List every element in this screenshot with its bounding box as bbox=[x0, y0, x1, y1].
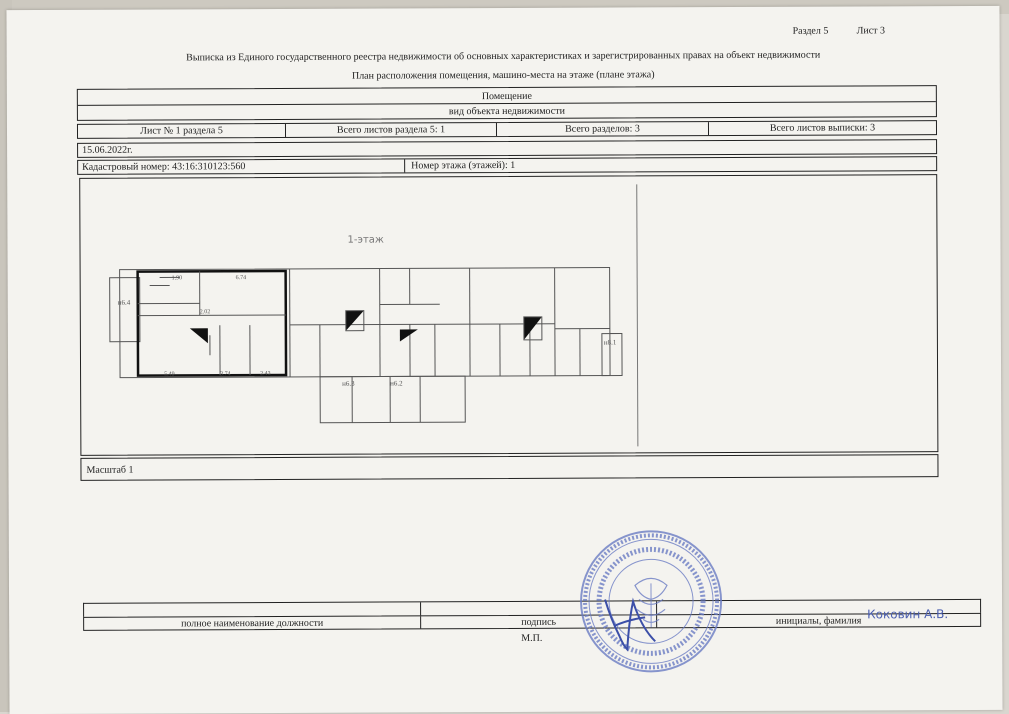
sheet-number: Лист 3 bbox=[857, 26, 885, 36]
object-type-label: Помещение bbox=[78, 90, 936, 104]
cadastral-row bbox=[77, 156, 937, 175]
object-kind-label: вид объекта недвижимости bbox=[78, 105, 936, 119]
dim-label-1: 5.49 bbox=[164, 371, 175, 377]
cadastral-number: Кадастровый номер: 43:16:310123:560 bbox=[78, 159, 405, 173]
date-row bbox=[77, 139, 937, 158]
object-type-box bbox=[77, 85, 937, 121]
total-sheets-extract-cell: Всего листов выписки: 3 bbox=[709, 121, 936, 135]
scale-label: Масштаб 1 bbox=[86, 466, 133, 476]
signer-name: Коковин А.В. bbox=[867, 607, 948, 621]
left-annex bbox=[110, 278, 140, 342]
dim-label-6: 2.02 bbox=[200, 309, 211, 315]
document-subtitle: План расположения помещения, машино-места на этаже (плане этажа) bbox=[7, 69, 1000, 83]
date-value: 15.06.2022г. bbox=[82, 146, 133, 156]
floor-plan-drawing bbox=[89, 183, 650, 435]
room-label-2: н6.2 bbox=[390, 380, 403, 387]
sign-label: подпись bbox=[421, 615, 657, 628]
handwritten-signature bbox=[595, 585, 665, 655]
initials-label: инициалы, фамилия bbox=[657, 614, 980, 627]
dim-label-2: 3.74 bbox=[220, 371, 231, 377]
document-title: Выписка из Единого государственного реестра недвижимости об основных характеристиках и зарегистрированных правах на объект недвижимости bbox=[7, 50, 1000, 64]
marker-4 bbox=[524, 317, 542, 340]
dim-label-3: 2.43 bbox=[260, 371, 271, 377]
room-label-3: н8.1 bbox=[604, 340, 617, 347]
marker-2 bbox=[346, 311, 364, 331]
mp-label: М.П. bbox=[521, 634, 542, 644]
highlighted-room bbox=[138, 271, 286, 376]
document-sheet bbox=[6, 6, 1002, 714]
signature-table-labels bbox=[83, 613, 981, 631]
dim-label-5: 1.90 bbox=[172, 275, 183, 281]
floor-number: Номер этажа (этажей): 1 bbox=[411, 161, 515, 171]
sheets-row bbox=[77, 120, 937, 139]
marker-1 bbox=[190, 328, 208, 343]
total-sheets-section-cell: Всего листов раздела 5: 1 bbox=[286, 123, 497, 137]
marker-3 bbox=[400, 329, 418, 341]
dim-label-4: 6.74 bbox=[236, 275, 247, 281]
floor-label: 1-этаж bbox=[347, 235, 383, 246]
section-number: Раздел 5 bbox=[793, 27, 829, 37]
room-label-1: н6.3 bbox=[342, 381, 355, 388]
position-label: полное наименование должности bbox=[84, 616, 421, 629]
sheet-no-cell: Лист № 1 раздела 5 bbox=[78, 124, 286, 138]
room-label-4: н6.4 bbox=[118, 300, 131, 307]
total-sections-cell: Всего разделов: 3 bbox=[497, 122, 709, 136]
scale-row bbox=[80, 454, 938, 481]
